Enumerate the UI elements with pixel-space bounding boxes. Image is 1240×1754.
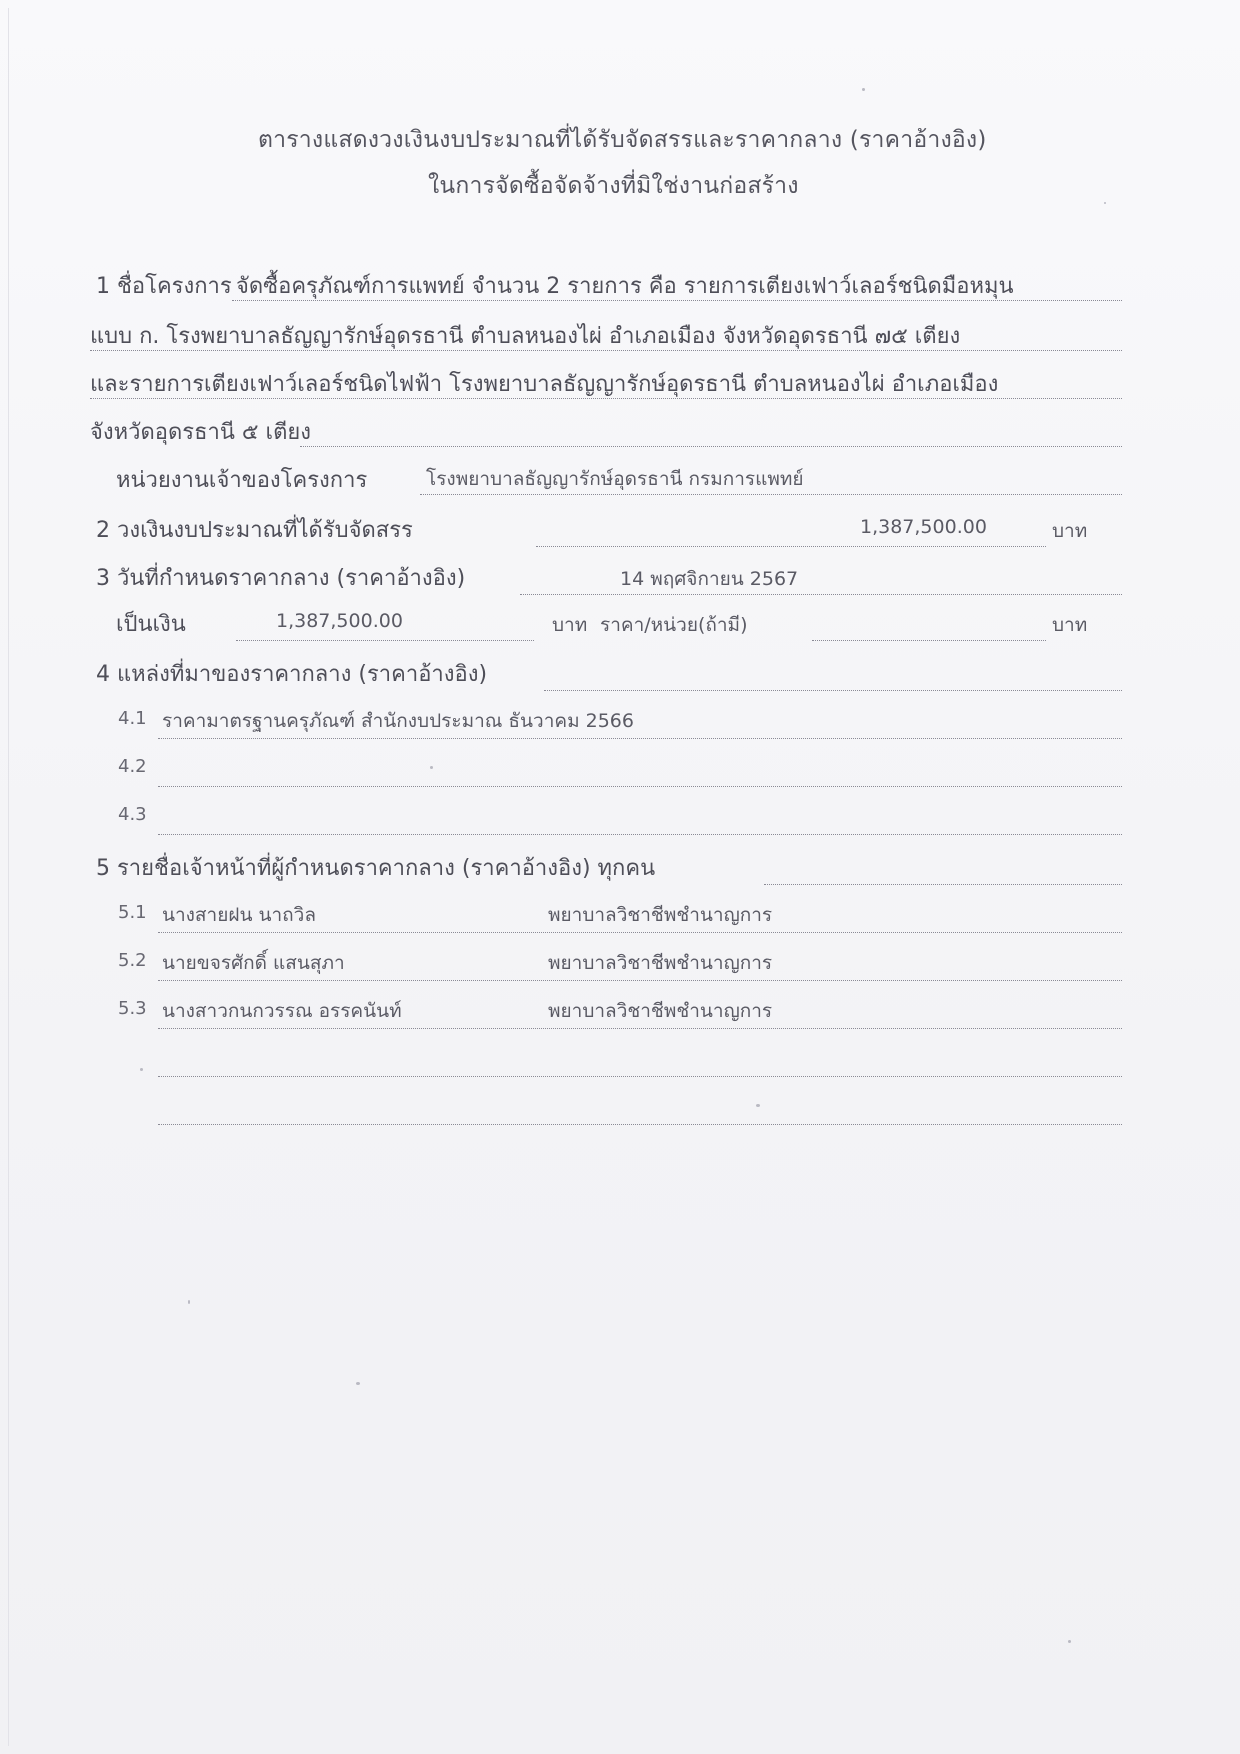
price-source-item-1-text: ราคามาตรฐานครุภัณฑ์ สำนักงบประมาณ ธันวาคม 2566: [162, 710, 634, 732]
committee-dots: [764, 884, 1122, 885]
price-source-item-1-num: 4.1: [118, 708, 147, 729]
scan-speck: [188, 1300, 190, 1304]
committee-member-1-dots: [158, 932, 1122, 933]
committee-member-2-name: นายขจรศักดิ์ แสนสุภา: [162, 952, 345, 974]
project-name-line2: แบบ ก. โรงพยาบาลธัญญารักษ์อุดรธานี ตำบลหนองไผ่ อำเภอเมือง จังหวัดอุดรธานี ๗๕ เตียง: [90, 324, 961, 349]
project-owner-value: โรงพยาบาลธัญญารักษ์อุดรธานี กรมการแพทย์: [426, 468, 804, 490]
project-name-line1-dots: [232, 300, 1122, 301]
unit-price-label: ราคา/หน่วย(ถ้ามี): [600, 614, 748, 636]
price-source-item-3-dots: [158, 834, 1122, 835]
reference-amount-label: เป็นเงิน: [116, 612, 186, 637]
reference-amount-value: 1,387,500.00: [276, 610, 403, 632]
committee-member-2-num: 5.2: [118, 950, 147, 971]
budget-unit: บาท: [1052, 520, 1088, 542]
project-owner-label: หน่วยงานเจ้าของโครงการ: [116, 468, 368, 493]
project-name-line3: และรายการเตียงเฟาว์เลอร์ชนิดไฟฟ้า โรงพยาบาลธัญญารักษ์อุดรธานี ตำบลหนองไผ่ อำเภอเมือง: [90, 372, 999, 397]
price-source-item-1-dots: [158, 738, 1122, 739]
committee-member-2-dots: [158, 980, 1122, 981]
project-name-line4: จังหวัดอุดรธานี ๕ เตียง: [90, 420, 311, 445]
blank-line-1: [158, 1076, 1122, 1077]
blank-line-2: [158, 1124, 1122, 1125]
reference-amount-unit: บาท: [552, 614, 588, 636]
document-title-line1: ตารางแสดงวงเงินงบประมาณที่ได้รับจัดสรรและราคากลาง (ราคาอ้างอิง): [258, 127, 987, 153]
committee-member-3-dots: [158, 1028, 1122, 1029]
scan-speck: [430, 766, 433, 769]
budget-amount: 1,387,500.00: [860, 516, 987, 538]
reference-date-value: 14 พฤศจิกายน 2567: [620, 568, 799, 590]
scan-speck: [756, 1104, 760, 1107]
unit-price-dots: [812, 640, 1046, 641]
project-name-line2-dots: [90, 350, 1122, 351]
committee-member-1-position: พยาบาลวิชาชีพชำนาญการ: [548, 904, 773, 926]
committee-member-2-position: พยาบาลวิชาชีพชำนาญการ: [548, 952, 773, 974]
price-source-dots: [544, 690, 1122, 691]
committee-member-3-name: นางสาวกนกวรรณ อรรคนันท์: [162, 1000, 402, 1022]
reference-amount-dots: [236, 640, 534, 641]
project-name-line4-dots: [300, 446, 1122, 447]
reference-date-dots: [520, 594, 1122, 595]
committee-member-1-name: นางสายฝน นาถวิล: [162, 904, 316, 926]
project-name-line3-dots: [90, 398, 1122, 399]
unit-price-unit: บาท: [1052, 614, 1088, 636]
budget-label: 2 วงเงินงบประมาณที่ได้รับจัดสรร: [96, 518, 413, 543]
committee-label: 5 รายชื่อเจ้าหน้าที่ผู้กำหนดราคากลาง (ราคาอ้างอิง) ทุกคน: [96, 856, 656, 881]
scan-speck: [356, 1382, 360, 1385]
scan-speck: [140, 1068, 143, 1071]
price-source-item-2-dots: [158, 786, 1122, 787]
price-source-label: 4 แหล่งที่มาของราคากลาง (ราคาอ้างอิง): [96, 662, 488, 687]
scan-speck: [1068, 1640, 1071, 1643]
document-title-line2: ในการจัดซื้อจัดจ้างที่มิใช่งานก่อสร้าง: [428, 173, 799, 199]
project-name-line1: จัดซื้อครุภัณฑ์การแพทย์ จำนวน 2 รายการ คือ รายการเตียงเฟาว์เลอร์ชนิดมือหมุน: [236, 274, 1014, 299]
scan-speck: [1104, 202, 1106, 204]
committee-member-1-num: 5.1: [118, 902, 147, 923]
project-name-label: 1 ชื่อโครงการ: [96, 274, 232, 299]
scan-speck: [862, 88, 865, 91]
reference-date-label: 3 วันที่กำหนดราคากลาง (ราคาอ้างอิง): [96, 566, 466, 591]
project-owner-dots: [420, 494, 1122, 495]
price-source-item-2-num: 4.2: [118, 756, 147, 777]
committee-member-3-num: 5.3: [118, 998, 147, 1019]
committee-member-3-position: พยาบาลวิชาชีพชำนาญการ: [548, 1000, 773, 1022]
price-source-item-3-num: 4.3: [118, 804, 147, 825]
budget-amount-dots: [536, 546, 1046, 547]
